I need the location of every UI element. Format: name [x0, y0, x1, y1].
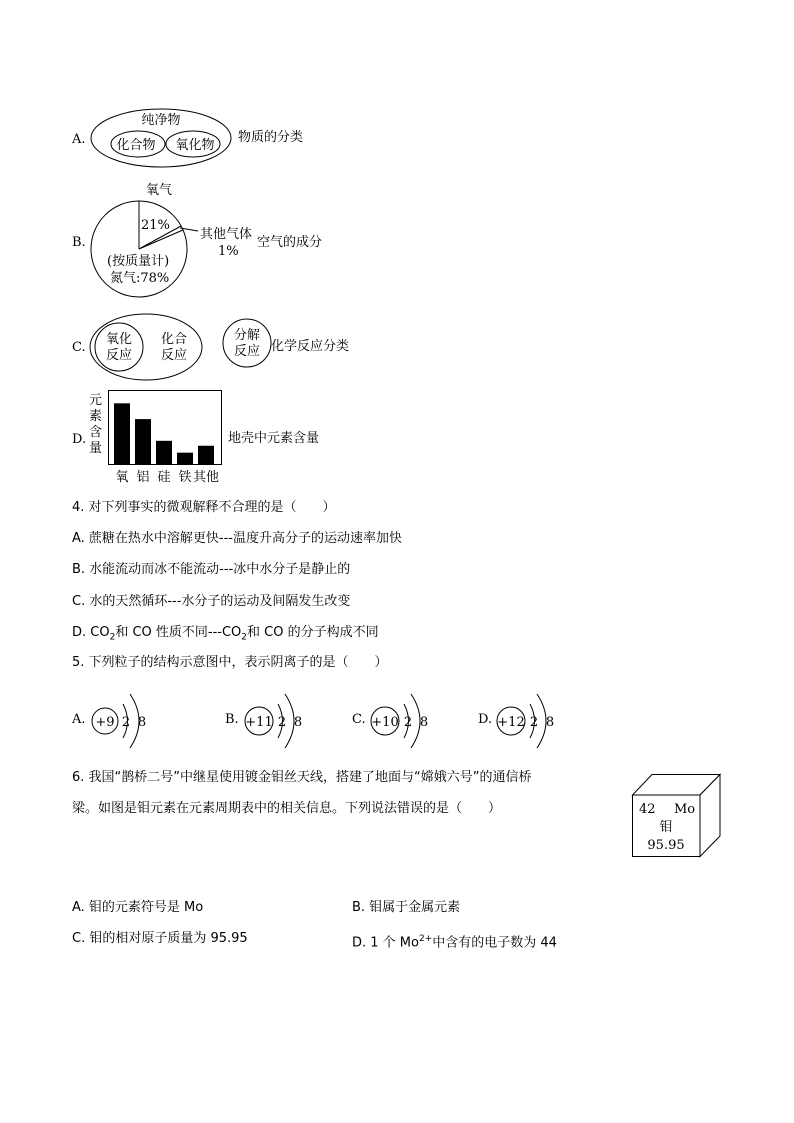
element-name: 钼	[659, 820, 673, 835]
q6-option-c: C. 钼的相对原子质量为 95.95	[72, 931, 248, 946]
option-d-caption: 地壳中元素含量	[228, 431, 320, 446]
element-symbol: Mo	[674, 802, 696, 817]
category-label-3: 铁	[178, 470, 192, 485]
category-label-1: 铝	[136, 470, 150, 485]
category-label-4: 其他	[192, 470, 220, 485]
bar-2	[156, 441, 172, 465]
label-oxide: 氧化物	[175, 138, 215, 153]
q4-option-d: D. $CO_2$和 CO 性质不同$---CO_2$和 CO 的分子构成不同	[72, 625, 379, 643]
label-pure-substance: 纯净物	[141, 113, 181, 128]
option-d-letter: D.	[72, 432, 87, 447]
nucleus-charge: +10	[371, 715, 399, 730]
shell-1-electrons: 2	[529, 715, 539, 730]
label-compound: 化合物	[116, 138, 156, 153]
shell-2-electrons: 8	[293, 715, 303, 730]
shell-2-electrons: 8	[137, 715, 147, 730]
category-label-2: 硅	[157, 470, 171, 485]
shell-1-electrons: 2	[277, 715, 287, 730]
q5-option-b-letter: B.	[225, 712, 239, 727]
shell-2-electrons: 8	[545, 715, 555, 730]
shell-1-electrons: 2	[403, 715, 413, 730]
other-gases-percent: 1%	[218, 244, 239, 259]
label-combination-1: 化合	[160, 332, 188, 347]
atomic-mass: 95.95	[647, 838, 685, 853]
option-a-letter: A.	[72, 132, 86, 147]
option-b-caption: 空气的成分	[257, 235, 323, 250]
q4-option-c: C. 水的天然循环---水分子的运动及间隔发生改变	[72, 594, 351, 609]
nucleus-charge: +9	[95, 715, 115, 730]
q6-option-b: B. 钼属于金属元素	[352, 900, 461, 915]
q6-stem-line-2: 梁。如图是钼元素在元素周期表中的相关信息。下列说法错误的是（ ）	[72, 801, 502, 816]
option-b-letter: B.	[72, 235, 86, 250]
label-combination-2: 反应	[160, 348, 188, 363]
q6-option-a: A. 钼的元素符号是 Mo	[72, 900, 204, 915]
q6-stem-line-1: 6. 我国“鹊桥二号”中继星使用镀金钼丝天线，搭建了地面与“嫦娥六号”的通信桥	[72, 770, 532, 785]
oxygen-percent: 21%	[141, 218, 170, 233]
oxygen-label: 氧气	[146, 183, 173, 198]
q4-option-b: B. 水能流动而冰不能流动---冰中水分子是静止的	[72, 562, 351, 577]
periodic-table-cell-molybdenum	[632, 774, 722, 858]
q5-stem: 5. 下列粒子的结构示意图中，表示阴离子的是（ ）	[72, 655, 388, 670]
crust-element-bar-chart	[108, 390, 224, 490]
q6-option-d: D. 1 个 $Mo^{2+}$中含有的电子数为 44	[352, 934, 557, 951]
bar-0	[114, 403, 130, 464]
mass-basis-note: (按质量计)	[107, 254, 170, 269]
option-c-caption: 化学反应分类	[271, 339, 350, 354]
nitrogen-label: 氮气:78%	[110, 271, 170, 286]
q5-option-c-letter: C.	[352, 712, 366, 727]
y-axis-label: 元 素 含 量	[89, 393, 103, 456]
q4-stem: 4. 对下列事实的微观解释不合理的是（ ）	[72, 500, 336, 515]
option-a-caption: 物质的分类	[238, 130, 304, 145]
atomic-number: 42	[639, 802, 656, 817]
bar-4	[198, 446, 214, 465]
atom-diagram-a	[90, 688, 150, 754]
substance-classification-diagram	[88, 106, 238, 170]
shell-1-electrons: 2	[121, 715, 131, 730]
reaction-classification-diagram	[90, 312, 270, 384]
air-composition-pie	[88, 180, 258, 290]
q5-option-d-letter: D.	[478, 712, 493, 727]
atom-diagram-c	[370, 688, 432, 754]
nucleus-charge: +11	[245, 715, 273, 730]
atom-diagram-d	[496, 688, 558, 754]
q4-option-a: A. 蔗糖在热水中溶解更快---温度升高分子的运动速率加快	[72, 531, 403, 546]
q5-option-a-letter: A.	[72, 712, 86, 727]
atom-diagram-b	[244, 688, 306, 754]
shell-2-electrons: 8	[419, 715, 429, 730]
category-label-0: 氧	[115, 470, 129, 485]
bar-3	[177, 453, 193, 465]
bar-1	[135, 419, 151, 464]
label-oxidation-2: 反应	[105, 348, 133, 363]
other-gases-label: 其他气体	[200, 227, 253, 242]
label-decomposition-2: 反应	[233, 344, 261, 359]
label-decomposition-1: 分解	[233, 328, 261, 343]
option-c-letter: C.	[72, 340, 86, 355]
nucleus-charge: +12	[497, 715, 525, 730]
label-oxidation-1: 氧化	[105, 332, 133, 347]
